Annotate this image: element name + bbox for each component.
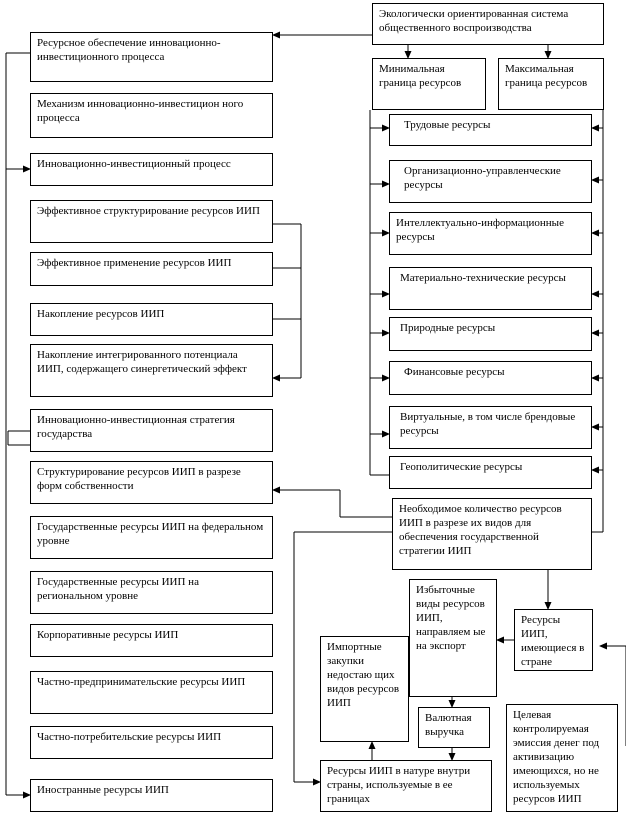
left-box-strategy: Инновационно-инвестиционная стратегия государства (30, 409, 273, 452)
left-box-federal: Государственные ресурсы ИИП на федеральном уровне (30, 516, 273, 559)
left-box-entrepreneurial: Частно-предпринимательские ресурсы ИИП (30, 671, 273, 714)
money-emission-box: Целевая контролируемая эмиссия денег под активизацию имеющихся, но не используемых ресурсов ИИП (506, 704, 618, 812)
left-box-corporate: Корпоративные ресурсы ИИП (30, 624, 273, 657)
imports-box: Импортные закупки недостаю щих видов ресурсов ИИП (320, 636, 409, 742)
left-box-process: Инновационно-инвестиционный процесс (30, 153, 273, 186)
left-box-foreign: Иностранные ресурсы ИИП (30, 779, 273, 812)
left-box-consumer: Частно-потребительские ресурсы ИИП (30, 726, 273, 759)
left-box-mechanism: Механизм инновационно-инвестицион ного процесса (30, 93, 273, 138)
left-box-structuring: Эффективное структурирование ресурсов ИИП (30, 200, 273, 243)
resource-intellectual: Интеллектуально-информационные ресурсы (389, 212, 592, 255)
left-box-accumulation: Накопление ресурсов ИИП (30, 303, 273, 336)
min-bound-box: Минимальная граница ресурсов (372, 58, 486, 110)
resource-financial: Финансовые ресурсы (389, 361, 592, 395)
system-box: Экологически ориентированная система общественного воспроизводства (372, 3, 604, 45)
resource-labor: Трудовые ресурсы (389, 114, 592, 146)
resource-geopolitical: Геополитические ресурсы (389, 456, 592, 489)
resource-natural: Природные ресурсы (389, 317, 592, 351)
domestic-resources-box: Ресурсы ИИП в натуре внутри страны, используемые в ее границах (320, 760, 492, 812)
left-box-application: Эффективное применение ресурсов ИИП (30, 252, 273, 286)
max-bound-box: Максимальная граница ресурсов (498, 58, 604, 110)
currency-revenue-box: Валютная выручка (418, 707, 490, 748)
resource-material: Материально-технические ресурсы (389, 267, 592, 310)
left-box-integrated-potential: Накопление интегрированного потенциала ИИП, содержащего синергетический эффект (30, 344, 273, 397)
left-box-ownership-structuring: Структурирование ресурсов ИИП в разрезе форм собственности (30, 461, 273, 504)
needed-resources-box: Необходимое количество ресурсов ИИП в разрезе их видов для обеспечения государственной стратегии ИИП (392, 498, 592, 570)
left-box-regional: Государственные ресурсы ИИП на региональном уровне (30, 571, 273, 614)
excess-resources-box: Избыточные виды ресурсов ИИП, направляем ые на экспорт (409, 579, 497, 697)
resource-virtual: Виртуальные, в том числе брендовые ресурсы (389, 406, 592, 449)
resource-organizational: Организационно-управленческие ресурсы (389, 160, 592, 203)
available-resources-box: Ресурсы ИИП, имеющиеся в стране (514, 609, 593, 671)
left-box-resource-support: Ресурсное обеспечение инновационно-инвестиционного процесса (30, 32, 273, 82)
